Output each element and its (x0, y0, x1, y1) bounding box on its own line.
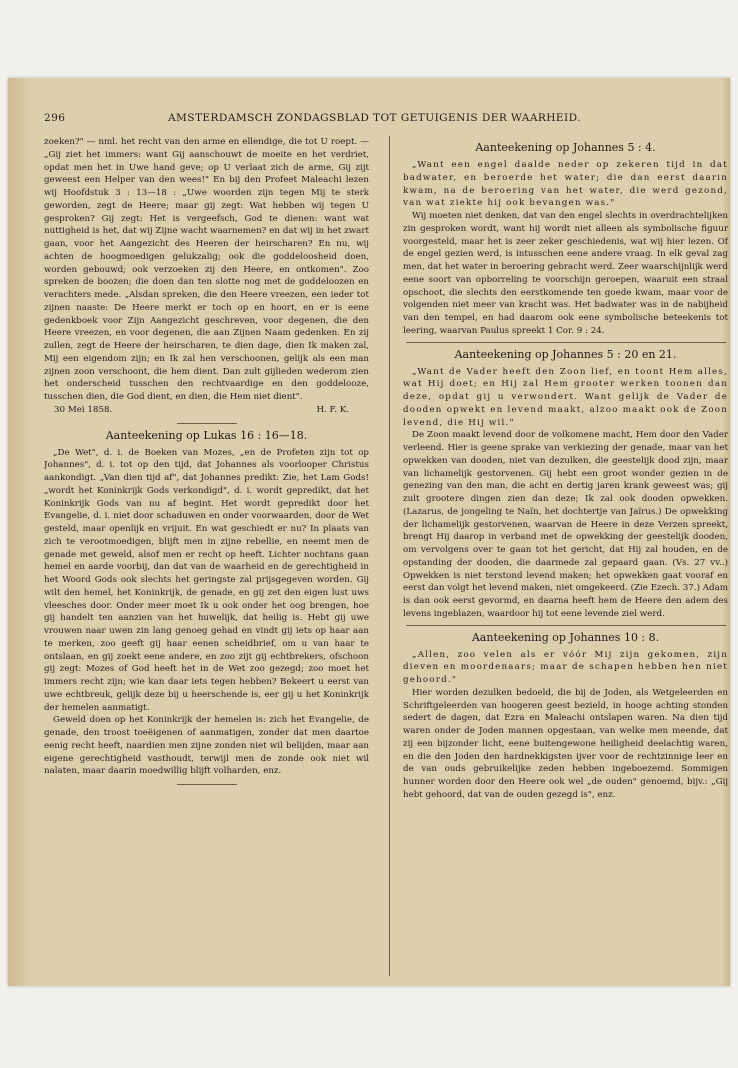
page-title: AMSTERDAMSCH ZONDAGSBLAD TOT GETUIGENIS DER WAARHEID. (168, 112, 581, 124)
separator (177, 423, 237, 424)
separator (177, 784, 237, 785)
section-heading-johannes-10-8: Aanteekening op Johannes 10 : 8. (471, 630, 660, 644)
scripture-quote: „Want een engel daalde neder op zekeren tijd in dat badwater, en beroerde het water; die dan eerst daarin kwam, na de beroering van het water, die werd gezond, van wat ziekte hij ook bevangen was." (403, 160, 728, 209)
article-paragraph: De Zoon maakt levend door de volkomene macht, Hem door den Vader verleend. Hier is geene sprake van verkiezing der genade, maar van het opwekken van dooden, niet van dezulken, die geestelijk dood zijn, maar van lichamelijk gestorvenen. Gij hebt een groot wonder gezien in de genezing van den man, die acht en dertig jaren krank geweest was; gij zult grootere dingen zien dan deze; Ik zal ook dooden opwekken. (Lazarus, de jongeling te Naïn, het dochtertje van Jaïrus.) De opwekking der lichamelijk gestorvenen, waarvan de Heere in deze Verzen spreekt, brengt Hij daarop in verband met de opwekking der geestelijk dooden, om vervolgens over te gaan tot het gericht, dat Hij zal houden, en de opstanding der dooden, die daarmede zal gepaard gaan. (Vs. 27 vv..) Opwekken is niet terstond levend maken; het opwekken gaat vooraf en eerst dan volgt het levend maken, niet omgekeerd. (Zie Ezech. 37.) Adam is dan ook eerst gevormd, en daarna heeft hem de Heere den adem des levens ingeblazen, waardoor hij tot eene levende ziel werd. (403, 430, 728, 619)
newspaper-page (8, 78, 730, 986)
article-paragraph: Hier worden dezulken bedoeld, die bij de Joden, als Wetgeleerden en Schriftgeleerden van hoogeren geest bezield, in hooge achting stonden sedert de dagen, dat Ezra en Maleachi ontslapen waren. Na dien tijd waren onder de Joden mannen opgestaan, van welke men meende, dat zij een bijzonder licht, eene buitengewone heiligheid deelachtig waren, en die den Joden den hardnekkigsten ijver voor de rechtzinnige leer en de van ouds gebruikelijke zeden hebben ingeboezemd. Sommigen hunner worden door den Heere ook wel „de ouden" genoemd, bijv.: „Gij hebt gehoord, dat van de ouden gezegd is", enz. (403, 687, 728, 800)
article-paragraph: Geweld doen op het Koninkrijk der hemelen is: zich het Evangelie, de genade, den troost toeëigenen of aanmatigen, zonder dat men daartoe eenig recht heeft, naardien men zijne zonden niet wil belijden, maar aan eigene gerechtigheid vasthoudt, terwijl men de zonde ook niet wil nalaten, maar daarin moedwillig blijft volharden, enz. (44, 715, 369, 777)
section-heading-johannes-5-20: Aanteekening op Johannes 5 : 20 en 21. (454, 347, 677, 361)
page-number: 296 (44, 112, 66, 124)
section-heading-johannes-5-4: Aanteekening op Johannes 5 : 4. (475, 141, 656, 154)
section-heading-lukas-16: Aanteekening op Lukas 16 : 16—18. (105, 428, 308, 442)
separator (406, 342, 726, 343)
column-divider (389, 136, 390, 976)
signature-line (44, 404, 369, 417)
article-date: 30 Mei 1858. (54, 404, 113, 415)
right-column (403, 136, 728, 981)
article-paragraph: „De Wet", d. i. de Boeken van Mozes, „en de Profeten zijn tot op Johannes", d. i. tot op den tijd, dat Johannes als voorlooper Christus aankondigt. „Van dien tijd af", dat Johannes predikt: Zie, het Lam Gods! „wordt het Koninkrijk Gods verkondigd", d. i. wordt gepredikt, dat het Koninkrijk Gods van nu af begint. Het wordt gepredikt door het Evangelie, d. i. niet door schaduwen en onder voorwaarden, door de Wet gesteld, maar openlijk en vrijuit. En wat geschiedt er nu? In plaats van zich te verootmoedigen, blijft men in zijne rebellie, en neemt men de genade met geweld, alsof men er recht op heeft. Lichter nochtans gaan hemel en aarde voorbij, dan dat van de waarheid en de gerechtigheid in het Woord Gods ook slechts het geringste zal prijsgegeven worden. Gij wilt den hemel, het Koninkrijk, de genade, en gij zet den eigen lust uws vleesches door. Onder meer moet Ik u ook onder het oog brengen, hoe gij handelt ten aanzien van het huwelijk, dat heilig is. Hebt gij uwe vrouwen naar uwen zin lang genoeg gehad en vindt gij iets op haar aan te merken, zoo geeft gij haar eenen scheidbrief, om u van haar te ontslaan, en gij zoekt eene andere, en zoo zijt gij echtbrekers, ofschoon gij zegt: Mozes of God heeft het in de Wet zoo gezegd; zoo moet het immers recht zijn; wie kan daar iets tegen hebben? Bekeert u eerst van uwe echtbreuk, gelijk deze bij u heerschende is, eer gij u het Koninkrijk der hemelen aanmatigt. (44, 447, 369, 713)
left-column (44, 136, 369, 981)
scripture-quote: „Allen, zoo velen als er vóór Mij zijn gekomen, zijn dieven en moordenaars; maar de schapen hebben hen niet gehoord." (403, 649, 728, 685)
article-paragraph: Wij moeten niet denken, dat van den engel slechts in overdrachtelijken zin gesproken wordt, want hij wordt niet alleen als symbolische figuur voorgesteld, maar het is zeer zeker geschiedenis, wat wij hier lezen. Of de engel gezien werd, is intusschen eene andere vraag. In elk geval zag men, dat het water in beroering gebracht werd. Zeer waarschijnlijk werd eene soort van opborreling te voorschijn geroepen, waaruit een straal opschoot, die slechts den eerstkomende ten goede kwam, maar voor de volgenden niet meer van kracht was. Het badwater was in de nabijheid van den tempel, en had daarom ook eene symbolische beteekenis tot leering, waarvan Paulus spreekt 1 Cor. 9 : 24. (403, 211, 728, 336)
author-initials: H. F. K. (316, 404, 349, 415)
page-fold-shadow (8, 78, 32, 986)
separator (406, 625, 726, 626)
scripture-quote: „Want de Vader heeft den Zoon lief, en toont Hem alles, wat Hij doet; en Hij zal Hem grooter werken toonen dan deze, opdat gij u verwondert. Want gelijk de Vader de dooden opwekt en levend maakt, alzoo maakt ook de Zoon levend, die Hij wil." (403, 366, 728, 428)
article-paragraph: zoeken?" — nml. het recht van den arme en ellendige, die tot U roept. — „Gij ziet het immers: want Gij aanschouwt de moeite en het verdriet, opdat men het in Uwe hand geve; op U verlaat zich de arme, Gij zijt geweest een Helper van den wees!" En bij den Profeet Maleachi lezen wij Hoofdstuk 3 : 13—18 : „Uwe woorden zijn tegen Mij te sterk geworden, zegt de Heere; maar gij zegt: Wat hebben wij tegen U gesproken? Gij zegt: Het is vergeefsch, God te dienen: want wat nuttigheid is het, dat wij Zijne wacht waarnemen? en dat wij in het zwart gaan, voor het Aangezicht des Heeren der heirscharen? En nu, wij achten de hoogmoedigen gelukzalig; ook die goddeloosheid doen, worden gebouwd; ook verzoeken zij den Heere, en ontkomen". Zoo spreken de boozen; die doen dan ten slotte nog met de goddeloozen en verachters mede. „Alsdan spreken, die den Heere vreezen, een ieder tot zijnen naaste: De Heere merkt er toch op en hoort, en er is eene gedenkboek voor Zijn Aangezicht geschreven, voor degenen, die den Heere vreezen, en voor degenen, die aan Zijnen Naam gedenken. En zij zullen, zegt de Heere der heirscharen, te dien dage, dien Ik maken zal, Mij een eigendom zijn; en Ik zal hen verschoonen, gelijk als een man zijnen zoon verschoont, die hem dient. Dan zult gijlieden wederom zien het onderscheid tusschen den rechtvaardige en den goddelooze, tusschen dien, die God dient, en dien, die Hem niet dient". (44, 137, 369, 402)
